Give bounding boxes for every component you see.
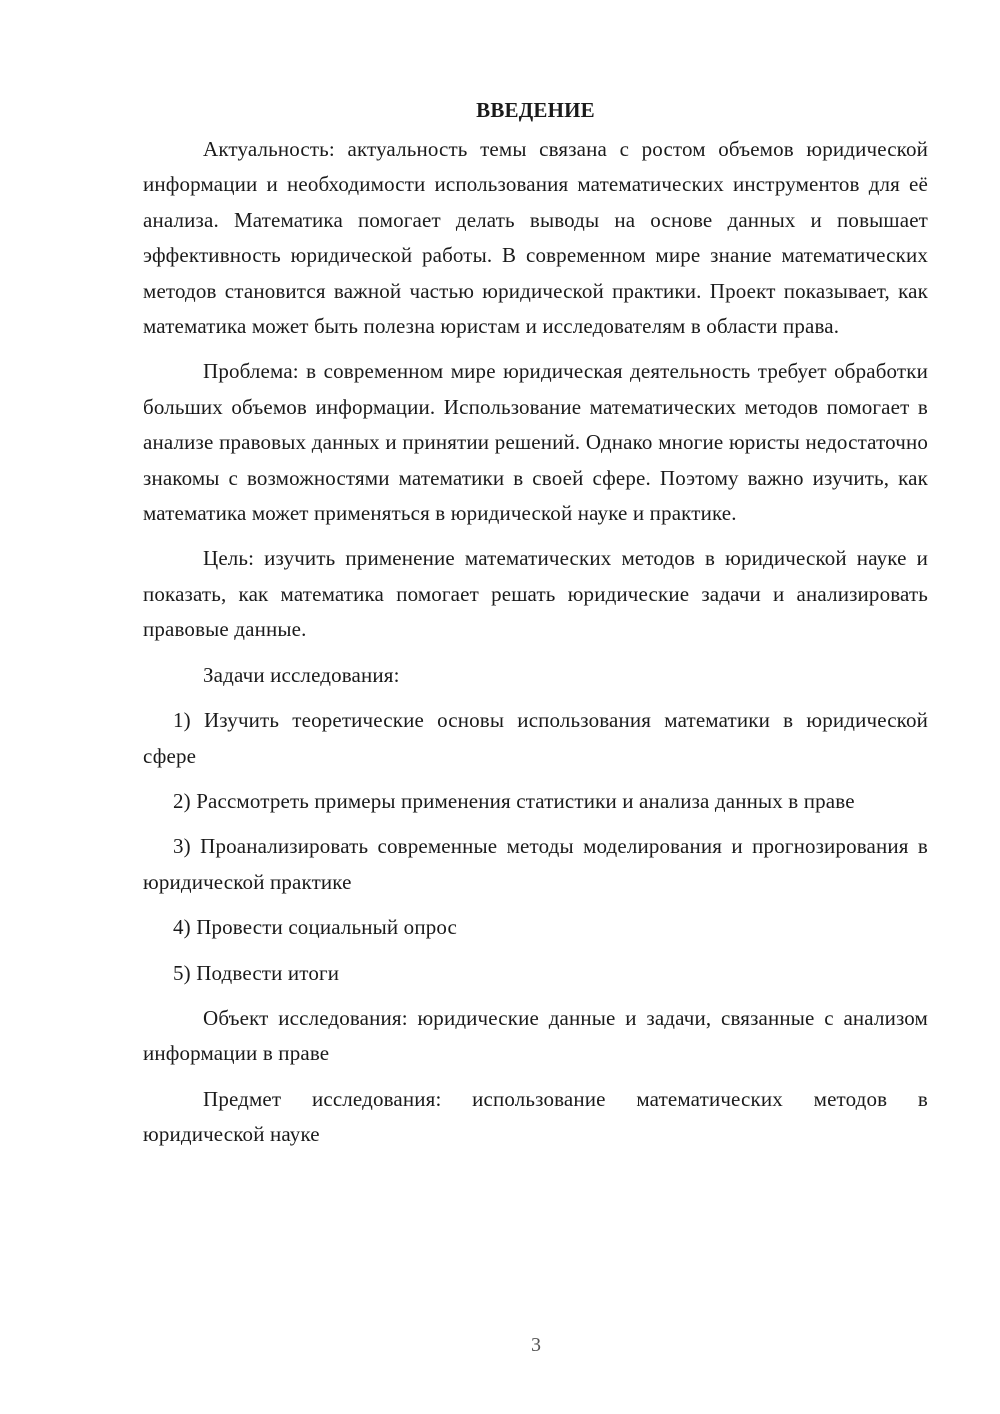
goal-paragraph: Цель: изучить применение математических методов в юридической науке и показать, как математика помогает решать юридические задачи и анализировать правовые данные. [143,546,928,642]
relevance-paragraph: Актуальность: актуальность темы связана с ростом объемов юридической информации и необходимости использования математических инструментов для её анализа. Математика помогает делать выводы на основе данных и повышает эффективность юридической работы. В современном мире знание математических методов становится важной частью юридической практики. Проект показывает, как математика может быть полезна юристам и исследователям в области права. [143,137,928,339]
tasks-intro-paragraph: Задачи исследования: [203,662,400,687]
tasks-list [143,703,928,991]
object-paragraph: Объект исследования: юридические данные и задачи, связанные с анализом информации в праве [143,1005,928,1066]
document-page [143,92,928,1163]
page-number: 3 [531,1334,541,1356]
task-item: 3) Проанализировать современные методы моделирования и прогнозирования в юридической практике [143,834,928,894]
task-item: 5) Подвести итоги [173,960,340,985]
task-item: 1) Изучить теоретические основы использования математики в юридической сфере [143,708,928,768]
task-item: 4) Провести социальный опрос [173,915,458,940]
subject-paragraph: Предмет исследования: использование математических методов в юридической науке [143,1086,928,1147]
task-item: 2) Рассмотреть примеры применения статистики и анализа данных в праве [173,788,855,813]
problem-paragraph: Проблема: в современном мире юридическая деятельность требует обработки больших объемов информации. Использование математических методов помогает в анализе правовых данных и принятии решений. Однако многие юристы недостаточно знакомы с возможностями математики в своей сфере. Поэтому важно изучить, как математика может применяться в юридической науке и практике. [143,359,928,526]
section-heading: ВВЕДЕНИЕ [476,98,595,122]
